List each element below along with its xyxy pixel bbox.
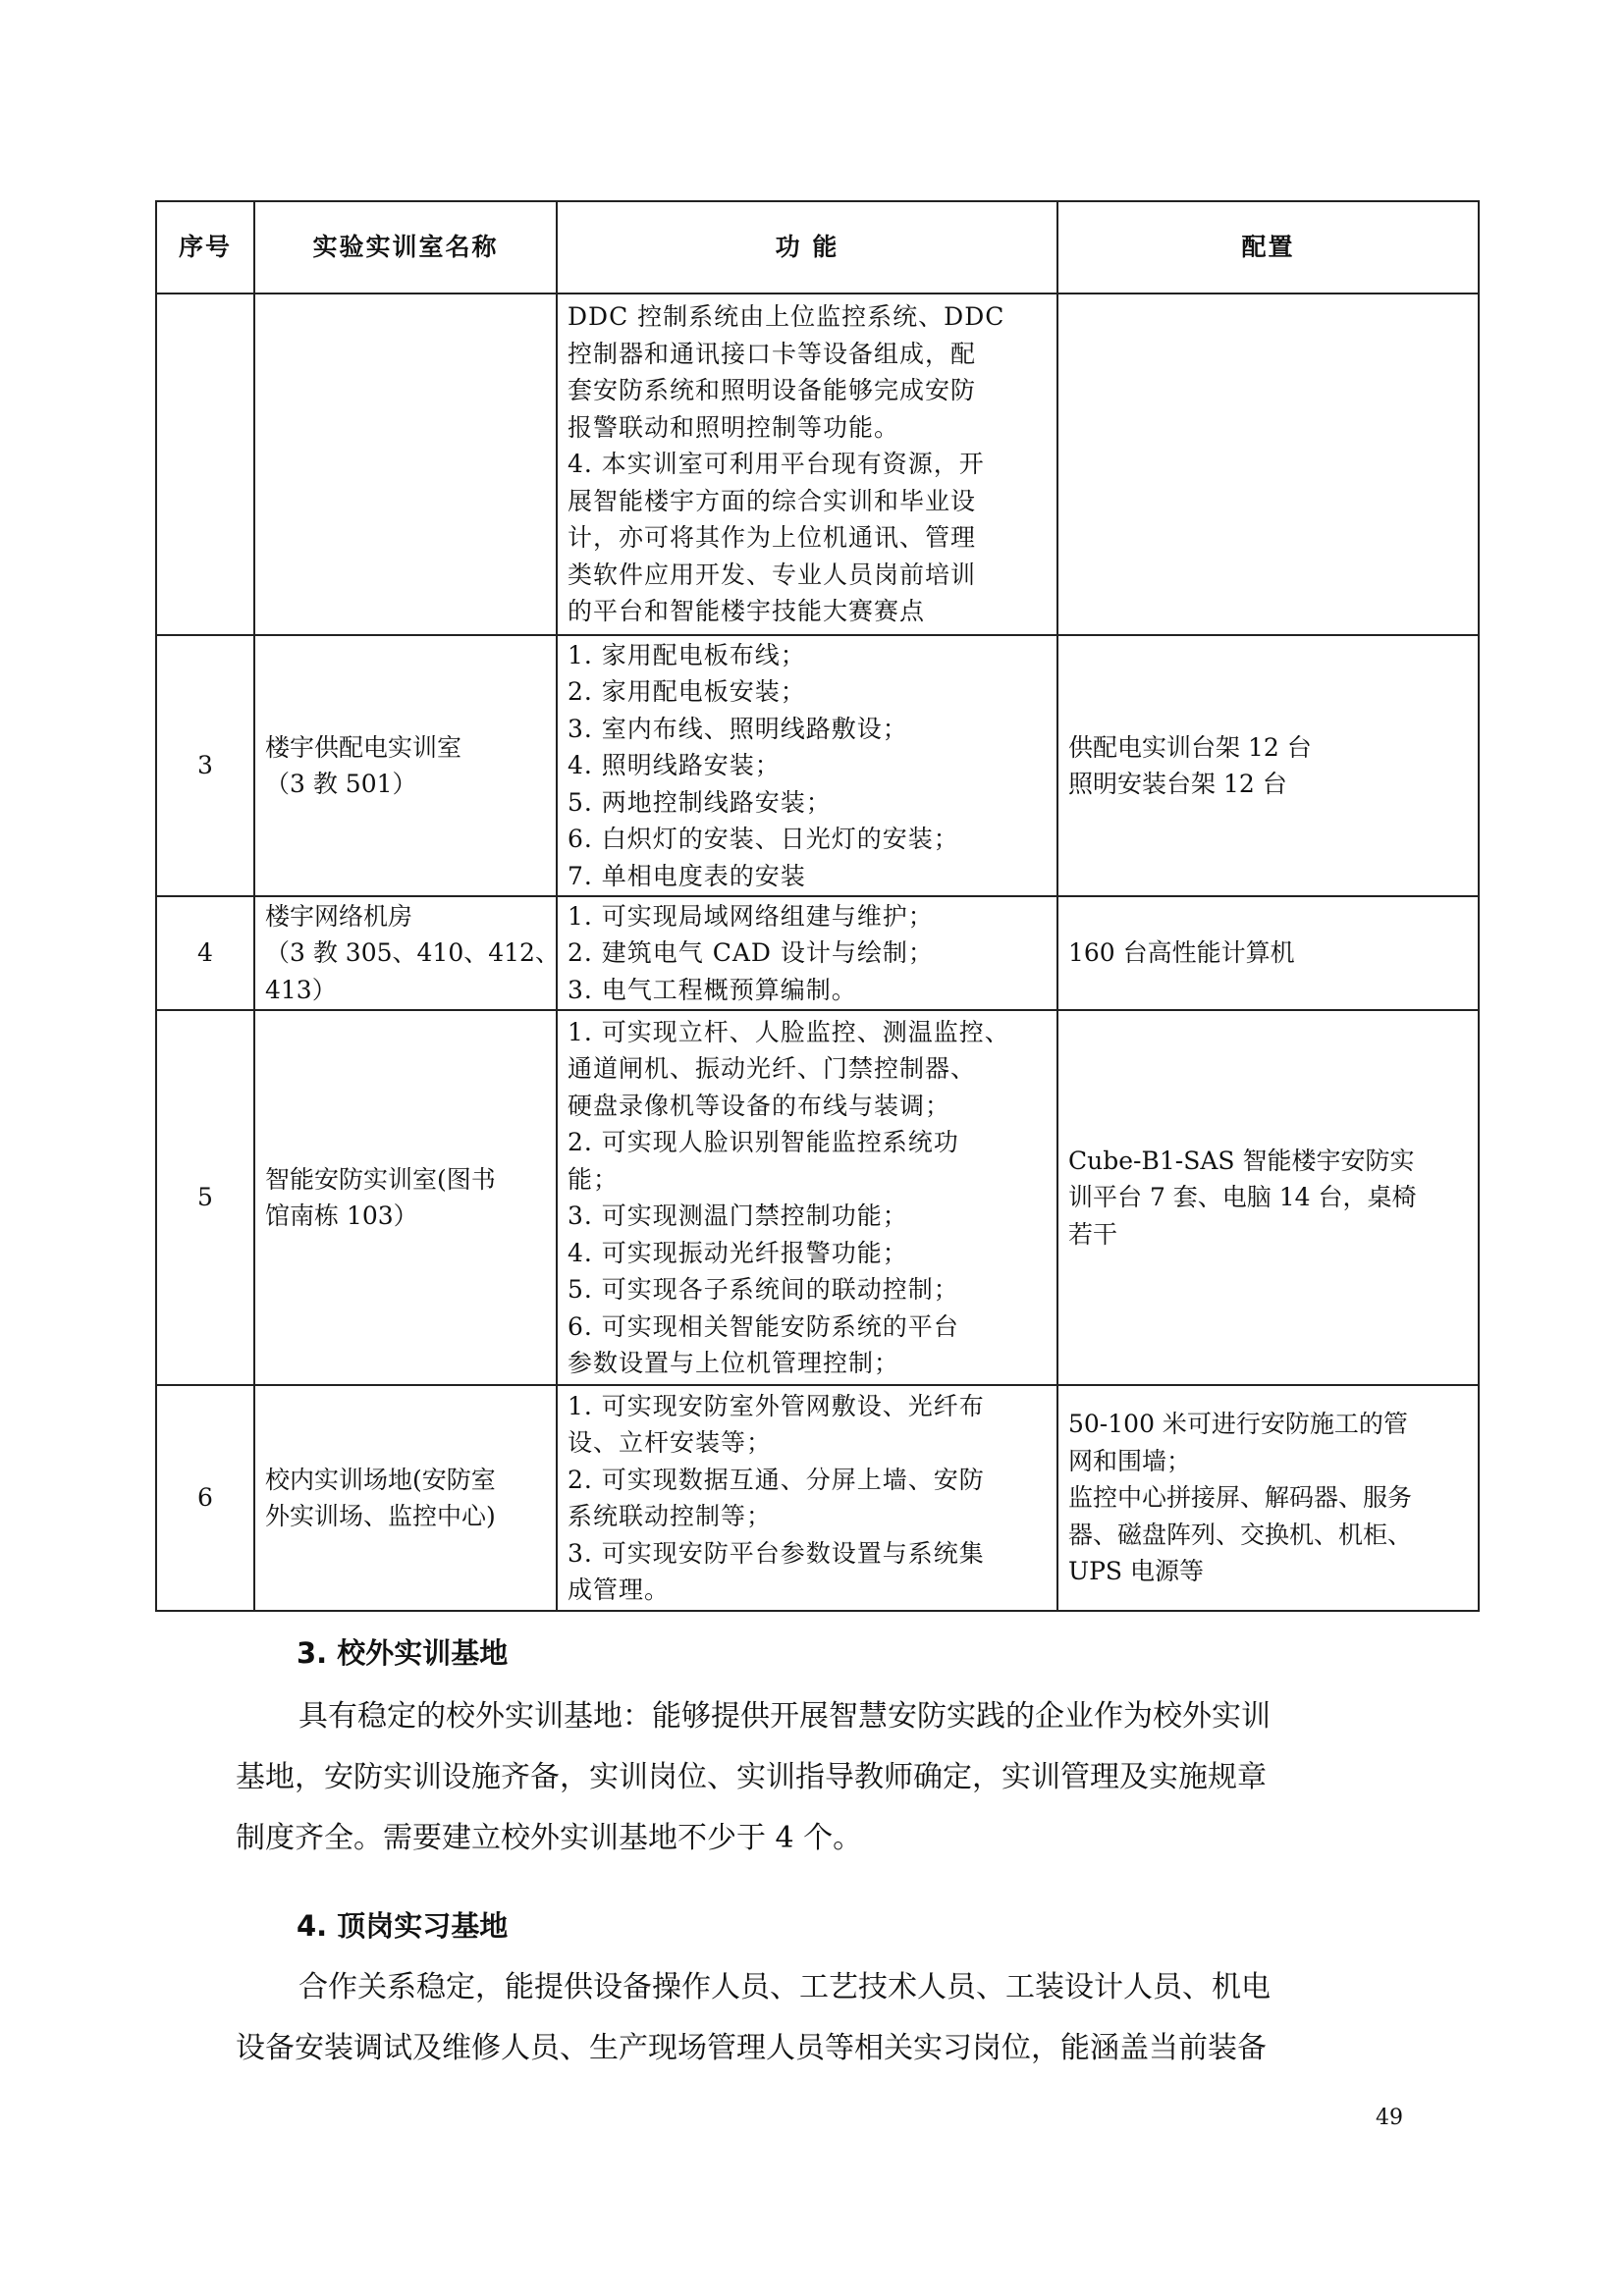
config-line: 照明安装台架 12 台 bbox=[1068, 770, 1287, 798]
function-line: 通道闸机、振动光纤、门禁控制器、 bbox=[568, 1054, 977, 1083]
page-number: 49 bbox=[1376, 2106, 1403, 2130]
table-row bbox=[156, 1385, 1479, 1611]
name-line: （3 教 501） bbox=[265, 770, 417, 798]
cell-config bbox=[1057, 1385, 1479, 1611]
header-name: 实验实训室名称 bbox=[254, 201, 557, 294]
function-line: 4. 照明线路安装； bbox=[568, 751, 781, 780]
function-line: DDC 控制系统由上位监控系统、DDC bbox=[568, 302, 1005, 332]
paragraph-line: 制度齐全。需要建立校外实训基地不少于 4 个。 bbox=[236, 1821, 863, 1855]
name-line: 智能安防实训室(图书 bbox=[265, 1164, 496, 1194]
cell-config bbox=[1057, 1010, 1479, 1385]
cell-name bbox=[254, 635, 557, 896]
function-line: 1. 可实现立杆、人脸监控、测温监控、 bbox=[568, 1017, 1010, 1046]
section4-heading: 4. 顶岗实习基地 bbox=[297, 1909, 509, 1943]
cell-no bbox=[156, 294, 254, 635]
function-line: 能； bbox=[568, 1164, 620, 1194]
config-line: 器、磁盘阵列、交换机、机柜、 bbox=[1068, 1520, 1413, 1549]
name-line: 校内实训场地(安防室 bbox=[265, 1465, 496, 1494]
cell-no: 4 bbox=[156, 896, 254, 1010]
header-function: 功 能 bbox=[557, 201, 1057, 294]
table-header-row bbox=[156, 201, 1479, 294]
function-line: 控制器和通讯接口卡等设备组成，配 bbox=[568, 339, 977, 368]
function-line: 2. 可实现人脸识别智能监控系统功 bbox=[568, 1128, 959, 1156]
paragraph-line: 基地，安防实训设施齐备，实训岗位、实训指导教师确定，实训管理及实施规章 bbox=[236, 1760, 1267, 1794]
config-line: UPS 电源等 bbox=[1068, 1557, 1204, 1586]
name-line: （3 教 305、410、412、 bbox=[265, 938, 560, 968]
paragraph-line: 具有稳定的校外实训基地：能够提供开展智慧安防实践的企业作为校外实训 bbox=[298, 1699, 1271, 1734]
function-line: 3. 电气工程概预算编制。 bbox=[568, 975, 857, 1004]
function-line: 2. 家用配电板安装； bbox=[568, 677, 806, 707]
name-line: 楼宇网络机房 bbox=[265, 901, 413, 931]
table-row bbox=[156, 294, 1479, 635]
function-line: 类软件应用开发、专业人员岗前培训 bbox=[568, 560, 977, 589]
config-line: 监控中心拼接屏、解码器、服务 bbox=[1068, 1483, 1413, 1513]
function-line: 2. 建筑电气 CAD 设计与绘制； bbox=[568, 938, 934, 968]
function-line: 2. 可实现数据互通、分屏上墙、安防 bbox=[568, 1465, 985, 1494]
paragraph-line: 设备安装调试及维修人员、生产现场管理人员等相关实习岗位，能涵盖当前装备 bbox=[236, 2031, 1267, 2065]
cell-no: 6 bbox=[156, 1385, 254, 1611]
function-line: 3. 室内布线、照明线路敷设； bbox=[568, 714, 908, 743]
function-line: 参数设置与上位机管理控制； bbox=[568, 1349, 900, 1377]
cell-functions bbox=[557, 294, 1057, 635]
section4-paragraph bbox=[236, 1957, 1384, 2079]
config-line: Cube-B1-SAS 智能楼宇安防实 bbox=[1068, 1146, 1415, 1175]
table-row bbox=[156, 896, 1479, 1010]
function-line: 1. 可实现安防室外管网敷设、光纤布 bbox=[568, 1391, 985, 1420]
function-line: 报警联动和照明控制等功能。 bbox=[568, 412, 900, 442]
function-line: 6. 白炽灯的安装、日光灯的安装； bbox=[568, 825, 959, 854]
cell-name bbox=[254, 896, 560, 1010]
cell-functions bbox=[557, 1010, 1057, 1385]
lab-table bbox=[155, 200, 1480, 1612]
header-config: 配置 bbox=[1057, 201, 1479, 294]
name-line: 外实训场、监控中心) bbox=[265, 1502, 496, 1530]
section3-heading: 3. 校外实训基地 bbox=[297, 1636, 509, 1670]
function-line: 3. 可实现安防平台参数设置与系统集 bbox=[568, 1538, 985, 1568]
table-row bbox=[156, 635, 1479, 896]
function-line: 计，亦可将其作为上位机通讯、管理 bbox=[568, 523, 977, 553]
function-line: 5. 可实现各子系统间的联动控制； bbox=[568, 1275, 959, 1304]
config-line: 若干 bbox=[1068, 1219, 1118, 1249]
paragraph-line: 合作关系稳定，能提供设备操作人员、工艺技术人员、工装设计人员、机电 bbox=[298, 1970, 1271, 2004]
function-line: 系统联动控制等； bbox=[568, 1502, 773, 1530]
function-line: 3. 可实现测温门禁控制功能； bbox=[568, 1201, 908, 1230]
section3-paragraph bbox=[236, 1686, 1384, 1869]
function-line: 1. 可实现局域网络组建与维护； bbox=[568, 901, 934, 931]
cell-name bbox=[254, 1010, 557, 1385]
function-line: 5. 两地控制线路安装； bbox=[568, 787, 832, 817]
cell-config bbox=[1057, 896, 1479, 1010]
cell-no: 3 bbox=[156, 635, 254, 896]
function-line: 1. 家用配电板布线； bbox=[568, 640, 806, 669]
config-line: 160 台高性能计算机 bbox=[1068, 938, 1295, 968]
config-line: 供配电实训台架 12 台 bbox=[1068, 732, 1312, 762]
cell-config bbox=[1057, 294, 1479, 635]
name-line: 413） bbox=[265, 975, 337, 1004]
function-line: 硬盘录像机等设备的布线与装调； bbox=[568, 1091, 951, 1120]
function-line: 7. 单相电度表的安装 bbox=[568, 861, 806, 890]
function-line: 套安防系统和照明设备能够完成安防 bbox=[568, 376, 977, 405]
function-line: 设、立杆安装等； bbox=[568, 1428, 773, 1457]
cell-name bbox=[254, 294, 557, 635]
cell-functions bbox=[557, 1385, 1057, 1611]
cell-no: 5 bbox=[156, 1010, 254, 1385]
header-no: 序号 bbox=[156, 201, 254, 294]
config-line: 网和围墙； bbox=[1068, 1446, 1192, 1475]
function-line: 6. 可实现相关智能安防系统的平台 bbox=[568, 1311, 959, 1341]
cell-functions bbox=[557, 635, 1057, 896]
function-line: 展智能楼宇方面的综合实训和毕业设 bbox=[568, 486, 977, 515]
cell-functions bbox=[557, 896, 1057, 1010]
function-line: 成管理。 bbox=[568, 1575, 671, 1604]
cell-config bbox=[1057, 635, 1479, 896]
cell-name bbox=[254, 1385, 557, 1611]
config-line: 训平台 7 套、电脑 14 台，桌椅 bbox=[1068, 1183, 1417, 1212]
table-row bbox=[156, 1010, 1479, 1385]
config-line: 50-100 米可进行安防施工的管 bbox=[1068, 1410, 1408, 1439]
function-line: 的平台和智能楼宇技能大赛赛点 bbox=[568, 597, 926, 626]
name-line: 馆南栋 103） bbox=[265, 1201, 418, 1230]
function-line: 4. 可实现振动光纤报警功能； bbox=[568, 1238, 908, 1267]
name-line: 楼宇供配电实训室 bbox=[265, 732, 462, 762]
function-line: 4. 本实训室可利用平台现有资源，开 bbox=[568, 450, 985, 479]
